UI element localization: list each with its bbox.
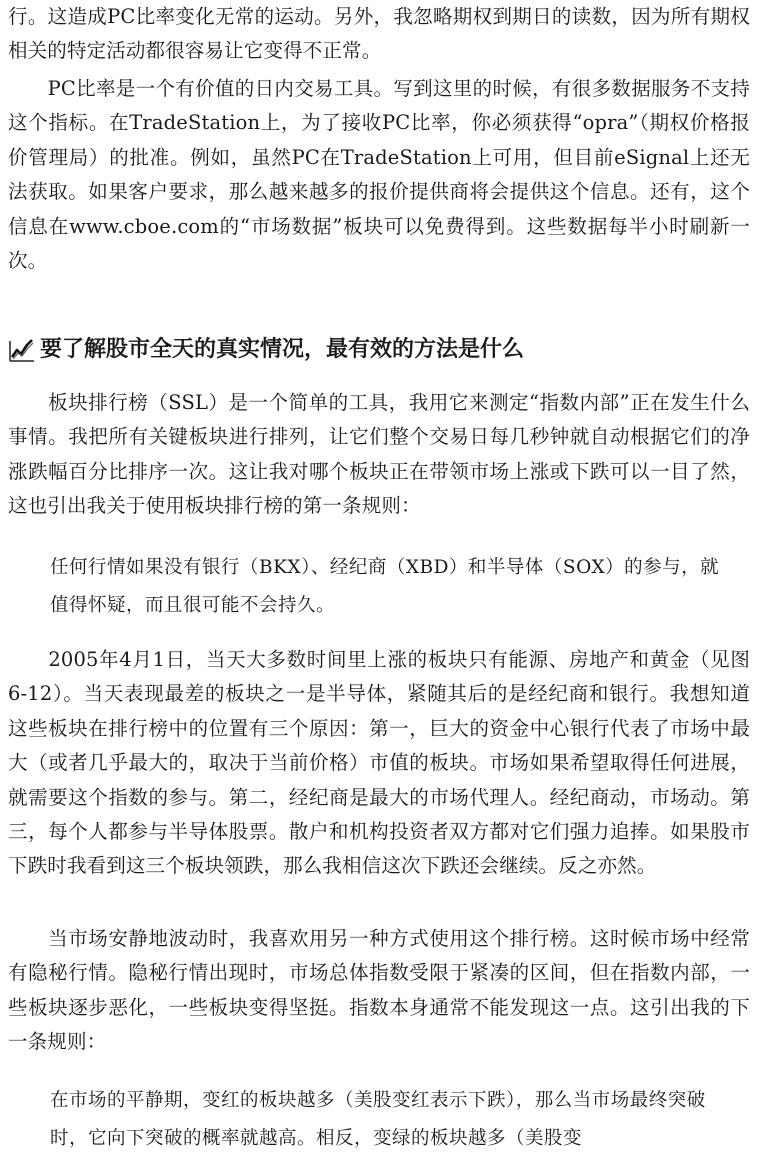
chart-trend-icon [8,337,36,363]
rule-quote-second: 在市场的平静期，变红的板块越多（美股变红表示下跌），那么当市场最终突破时，它向下突破的概率就越高。相反，变绿的板块越多（美股变 [50,1090,706,1149]
paragraph-pc-ratio-intraday: PC比率是一个有价值的日内交易工具。写到这里的时候，有很多数据服务不支持这个指标。在TradeStation上，为了接收PC比率，你必须获得“opra”（期权价格报价管理局）的批准。例如，虽然PC在TradeStation上可用，但目前eSignal上还无法获取。如果客户要求，那么越来越多的报价提供商将会提供这个信息。还有，这个信息在www.cboe.com的“市场数据”板块可以免费得到。这些数据每半小时刷新一次。 [8,77,750,273]
paragraph-quiet-market: 当市场安静地波动时，我喜欢用另一种方式使用这个排行榜。这时候市场中经常有隐秘行情。隐秘行情出现时，市场总体指数受限于紧凑的区间，但在指数内部，一些板块逐步恶化，一些板块变得坚挺。指数本身通常不能发现这一点。这引出我的下一条规则： [8,927,750,1054]
section-heading [8,333,750,367]
rule-quote-first: 任何行情如果没有银行（BKX）、经纪商（XBD）和半导体（SOX）的参与，就值得怀疑，而且很可能不会持久。 [50,557,720,616]
paragraph-sector-list-intro: 板块排行榜（SSL）是一个简单的工具，我用它来测定“指数内部”正在发生什么事情。我把所有关键板块进行排列，让它们整个交易日每几秒钟就自动根据它们的净涨跌幅百分比排序一次。这让我对哪个板块正在带领市场上涨或下跌可以一目了然，这也引出我关于使用板块排行榜的第一条规则： [8,391,750,518]
paragraph-pc-ratio-continuation: 行。这造成PC比率变化无常的运动。另外，我忽略期权到期日的读数，因为所有期权相关的特定活动都很容易让它变得不正常。 [8,5,750,63]
section-heading-text: 要了解股市全天的真实情况，最有效的方法是什么 [40,337,525,362]
paragraph-april-example: 2005年4月1日，当天大多数时间里上涨的板块只有能源、房地产和黄金（见图6-12）。当天表现最差的板块之一是半导体，紧随其后的是经纪商和银行。我想知道这些板块在排行榜中的位置有三个原因：第一，巨大的资金中心银行代表了市场中最大（或者几乎最大的，取决于当前价格）市值的板块。市场如果希望取得任何进展，就需要这个指数的参与。第二，经纪商是最大的市场代理人。经纪商动，市场动。第三，每个人都参与半导体股票。散户和机构投资者双方都对它们强力追捧。如果股市下跌时我看到这三个板块领跌，那么我相信这次下跌还会继续。反之亦然。 [8,648,750,878]
